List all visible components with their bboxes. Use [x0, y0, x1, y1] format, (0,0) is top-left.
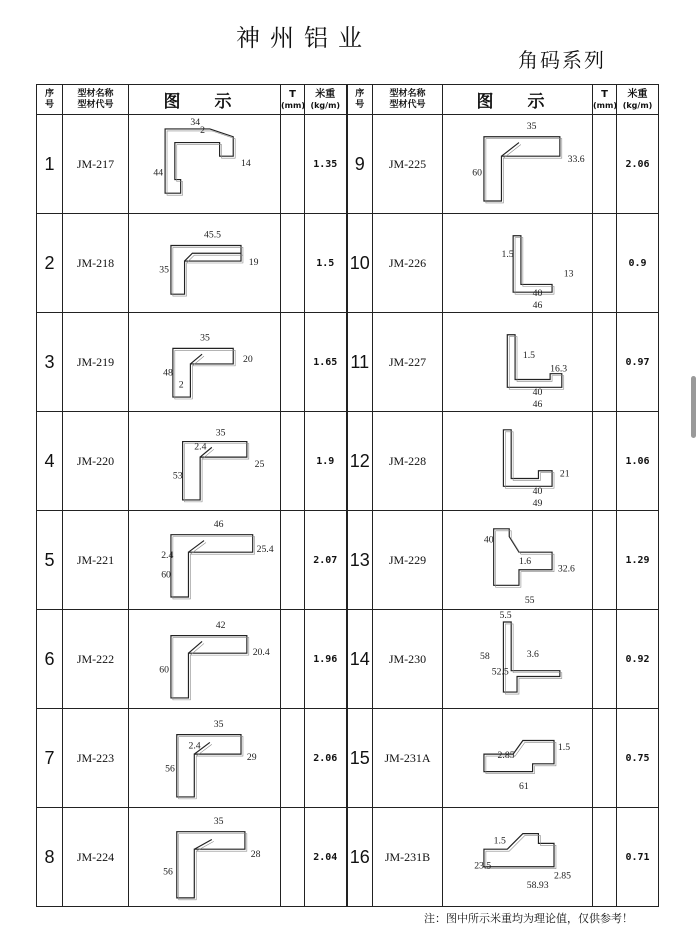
dimension-label: 58: [479, 651, 490, 662]
header-no: 序 号: [37, 85, 63, 115]
dimension-label: 55: [524, 594, 535, 606]
row-number-right: 9: [347, 115, 373, 214]
weight-per-meter: 1.65: [305, 313, 347, 412]
weight-per-meter-right: 0.71: [617, 808, 659, 907]
dimension-label: 21: [559, 468, 570, 480]
weight-per-meter-right: 0.75: [617, 709, 659, 808]
weight-per-meter: 1.9: [305, 412, 347, 511]
profile-code: JM-223: [63, 709, 129, 808]
dimension-label: 40: [532, 387, 542, 399]
profile-code-right: JM-227: [373, 313, 443, 412]
footnote: 注：图中所示米重均为理论值，仅供参考！: [424, 912, 633, 925]
dimension-label: 25.4: [256, 544, 274, 556]
weight-per-meter-right: 1.06: [617, 412, 659, 511]
row-number: 1: [37, 115, 63, 214]
dimension-label: 2: [199, 124, 205, 136]
profile-outline: [165, 129, 233, 193]
dimension-label: 52.5: [491, 666, 509, 678]
header-name: 型材名称 型材代号: [63, 85, 129, 115]
dimension-label: 1.5: [522, 350, 535, 362]
row-number-right: 13: [347, 511, 373, 610]
dimension-label: 42: [215, 619, 225, 631]
profile-drawing: [132, 710, 278, 806]
table-row: [37, 709, 659, 808]
dimension-label: 2.4: [187, 740, 201, 752]
profile-figure-right: [443, 214, 593, 313]
weight-per-meter: 1.35: [305, 115, 347, 214]
thickness-cell: [281, 313, 305, 412]
profile-figure-right: [443, 511, 593, 610]
profile-figure: [129, 412, 281, 511]
profile-code: JM-218: [63, 214, 129, 313]
profile-catalog-table: [36, 84, 659, 907]
profile-code-right: JM-231B: [373, 808, 443, 907]
profile-code-right: JM-229: [373, 511, 443, 610]
profile-drawing: [132, 215, 278, 311]
thickness-cell-right: [593, 709, 617, 808]
weight-per-meter-right: 0.9: [617, 214, 659, 313]
dimension-label: 35: [213, 815, 223, 827]
profile-figure-right: [443, 709, 593, 808]
profile-figure: [129, 808, 281, 907]
header-figure-right: 图 示: [443, 85, 593, 115]
dimension-label: 20: [242, 354, 253, 365]
thickness-cell: [281, 610, 305, 709]
profile-code: JM-220: [63, 412, 129, 511]
profile-drawing: [445, 809, 591, 905]
profile-outline: [513, 236, 552, 292]
dimension-label: 16.3: [549, 363, 567, 375]
profile-outline: [176, 735, 240, 797]
dimension-label: 35: [199, 332, 210, 344]
dimension-label: 20.4: [252, 647, 270, 659]
row-number: 7: [37, 709, 63, 808]
thickness-cell-right: [593, 610, 617, 709]
profile-figure-right: [443, 313, 593, 412]
company-name: 神州铝业: [236, 26, 372, 52]
profile-drawing: [445, 710, 591, 806]
profile-outline: [503, 430, 552, 486]
dimension-label: 60: [471, 167, 482, 179]
profile-drawing: [445, 314, 591, 410]
profile-outline: [170, 535, 252, 597]
dimension-label: 46: [532, 299, 542, 311]
profile-drawing: [445, 413, 591, 509]
profile-figure-right: [443, 115, 593, 214]
profile-figure: [129, 313, 281, 412]
profile-drawing: [132, 116, 278, 212]
thickness-cell-right: [593, 511, 617, 610]
dimension-label: 5.5: [499, 611, 512, 622]
profile-drawing: [132, 809, 278, 905]
profile-drawing: [132, 611, 278, 707]
dimension-label: 3.6: [526, 649, 539, 661]
thickness-cell: [281, 709, 305, 808]
series-title: 角码系列: [518, 50, 606, 72]
dimension-label: 56: [164, 763, 175, 775]
thickness-cell: [281, 115, 305, 214]
dimension-label: 32.6: [557, 563, 575, 575]
weight-per-meter: 1.5: [305, 214, 347, 313]
table-row: [37, 313, 659, 412]
table-row: [37, 511, 659, 610]
profile-code-right: JM-226: [373, 214, 443, 313]
profile-code-right: JM-231A: [373, 709, 443, 808]
profile-code: JM-217: [63, 115, 129, 214]
dimension-label: 49: [532, 497, 542, 509]
dimension-label: 14: [240, 157, 251, 169]
profile-drawing: [445, 512, 591, 608]
profile-outline: [170, 245, 240, 294]
weight-per-meter: 2.06: [305, 709, 347, 808]
dimension-label: 45.5: [203, 229, 221, 241]
thickness-cell: [281, 214, 305, 313]
dimension-label: 2.85: [553, 870, 571, 882]
table-row: [37, 214, 659, 313]
header-name-right: 型材名称 型材代号: [373, 85, 443, 115]
header-t-right: T (mm): [593, 85, 617, 115]
profile-code-right: JM-225: [373, 115, 443, 214]
row-number: 2: [37, 214, 63, 313]
table-row: [37, 610, 659, 709]
thickness-cell: [281, 511, 305, 610]
row-number-right: 14: [347, 610, 373, 709]
header-t: T (mm): [281, 85, 305, 115]
dimension-label: 35: [158, 264, 169, 276]
dimension-label: 35: [215, 427, 225, 439]
table-row: [37, 412, 659, 511]
scrollbar-thumb[interactable]: [691, 376, 696, 438]
profile-outline: [176, 832, 244, 898]
table-header-row: [37, 85, 659, 115]
thickness-cell: [281, 412, 305, 511]
profile-drawing: [445, 116, 591, 212]
profile-figure: [129, 709, 281, 808]
dimension-label: 40: [483, 534, 494, 546]
dimension-label: 23.5: [473, 860, 491, 872]
profile-drawing: [445, 215, 591, 311]
row-number: 4: [37, 412, 63, 511]
header-no-right: 序 号: [347, 85, 373, 115]
profile-code: JM-219: [63, 313, 129, 412]
row-number: 3: [37, 313, 63, 412]
dimension-label: 13: [563, 268, 573, 280]
profile-outline: [182, 442, 246, 500]
dimension-label: 58.93: [526, 880, 549, 892]
dimension-label: 1.5: [500, 249, 514, 261]
profile-code: JM-221: [63, 511, 129, 610]
dimension-label: 19: [248, 256, 259, 268]
profile-figure-right: [443, 610, 593, 709]
dimension-label: 1.5: [493, 835, 506, 847]
dimension-label: 40: [532, 486, 542, 498]
dimension-label: 25: [254, 458, 264, 470]
thickness-cell-right: [593, 808, 617, 907]
dimension-label: 61: [518, 781, 529, 793]
row-number-right: 15: [347, 709, 373, 808]
dimension-label: 48: [162, 367, 173, 379]
profile-code-right: JM-228: [373, 412, 443, 511]
thickness-cell-right: [593, 115, 617, 214]
dimension-label: 35: [526, 120, 536, 132]
dimension-label: 53: [172, 470, 183, 482]
profile-drawing: [445, 611, 591, 707]
dimension-label: 40: [532, 288, 542, 300]
profile-code: JM-224: [63, 808, 129, 907]
dimension-label: 46: [213, 518, 223, 530]
dimension-label: 2: [178, 379, 184, 391]
table-row: [37, 808, 659, 907]
row-number: 5: [37, 511, 63, 610]
dimension-label: 1.6: [518, 555, 531, 567]
dimension-label: 60: [158, 664, 169, 676]
weight-per-meter-right: 0.92: [617, 610, 659, 709]
dimension-label: 1.5: [557, 742, 570, 754]
weight-per-meter-right: 1.29: [617, 511, 659, 610]
profile-figure-right: [443, 808, 593, 907]
profile-outline: [483, 137, 559, 201]
row-number: 8: [37, 808, 63, 907]
weight-per-meter: 1.96: [305, 610, 347, 709]
dimension-label: 34: [189, 117, 200, 129]
profile-figure: [129, 511, 281, 610]
profile-figure-right: [443, 412, 593, 511]
profile-code: JM-222: [63, 610, 129, 709]
header-weight: 米重 (kg/m): [305, 85, 347, 115]
profile-drawing: [132, 413, 278, 509]
dimension-label: 29: [246, 751, 257, 763]
row-number: 6: [37, 610, 63, 709]
profile-code-right: JM-230: [373, 610, 443, 709]
thickness-cell-right: [593, 214, 617, 313]
row-number-right: 16: [347, 808, 373, 907]
profile-figure: [129, 214, 281, 313]
dimension-label: 46: [532, 398, 542, 410]
row-number-right: 12: [347, 412, 373, 511]
weight-per-meter: 2.04: [305, 808, 347, 907]
dimension-label: 33.6: [567, 154, 585, 166]
dimension-label: 2.85: [497, 750, 515, 761]
weight-per-meter-right: 0.97: [617, 313, 659, 412]
table-row: [37, 115, 659, 214]
thickness-cell-right: [593, 412, 617, 511]
header-weight-right: 米重 (kg/m): [617, 85, 659, 115]
dimension-label: 2.4: [160, 550, 173, 562]
header-figure: 图 示: [129, 85, 281, 115]
dimension-label: 28: [250, 849, 260, 860]
thickness-cell-right: [593, 313, 617, 412]
profile-drawing: [132, 314, 278, 410]
weight-per-meter: 2.07: [305, 511, 347, 610]
profile-outline: [170, 636, 246, 698]
row-number-right: 11: [347, 313, 373, 412]
dimension-label: 35: [213, 718, 223, 730]
dimension-label: 60: [160, 569, 171, 581]
dimension-label: 2.4: [193, 441, 206, 453]
profile-drawing: [132, 512, 278, 608]
dimension-label: 56: [162, 866, 173, 878]
thickness-cell: [281, 808, 305, 907]
weight-per-meter-right: 2.06: [617, 115, 659, 214]
row-number-right: 10: [347, 214, 373, 313]
dimension-label: 44: [152, 167, 163, 179]
profile-figure: [129, 115, 281, 214]
profile-figure: [129, 610, 281, 709]
